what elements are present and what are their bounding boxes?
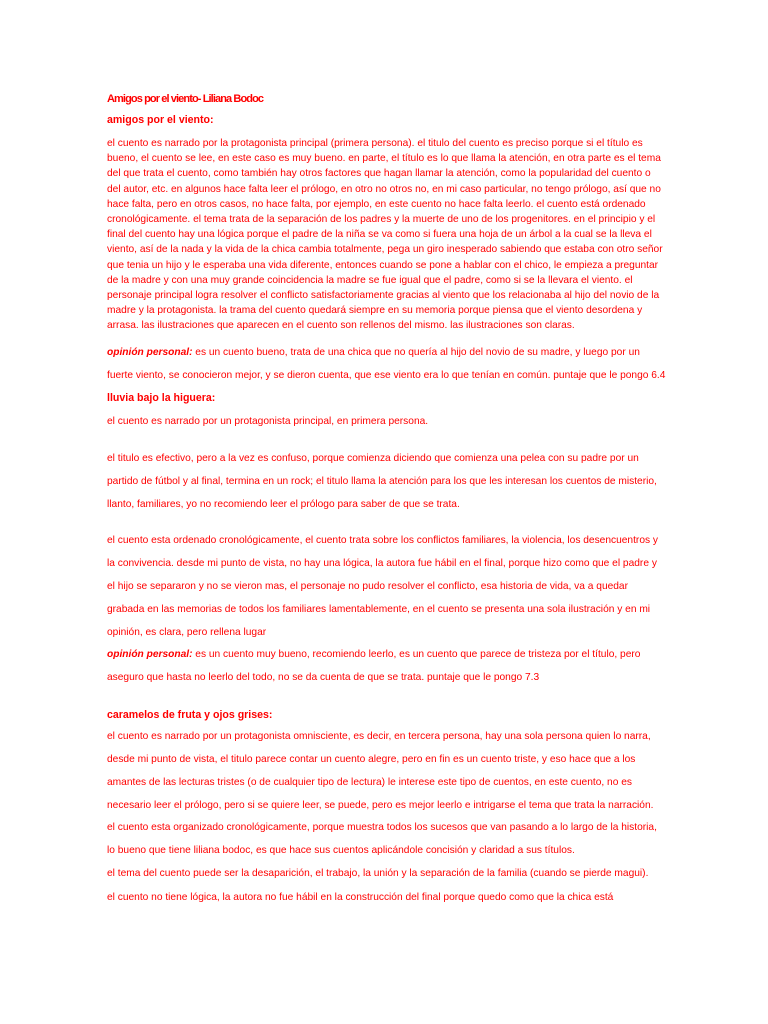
paragraph-lluvia-1: el cuento es narrado por un protagonista principal, en primera persona.	[107, 416, 429, 427]
opinion-label: opinión personal:	[107, 649, 193, 660]
paragraph-lluvia-3: el cuento esta ordenado cronológicamente, el cuento trata sobre los conflictos familiares, la violencia, los desencuentros y la convivencia. desde mi punto de vista, no hay una lógica, la autora fue hábil en el final, porque hizo como que el padre y el hijo se separaron y no se vieron mas, el personaje no pudo resolver el conflicto, esa historia de vida, va a quedar grabada en las memorias de todos los familiares lamentablemente, en el cuento se presenta una sola ilustración y en mi opinión, es clara, pero rellena lugar	[107, 535, 659, 638]
opinion-label: opinión personal:	[107, 347, 193, 358]
paragraph-amigos-body: el cuento es narrado por la protagonista principal (primera persona). el titulo del cuento es preciso porque si el título es bueno, el cuento se lee, en este caso es muy bueno. en parte, el título es lo que llama la atención, en otra parte es el tema del que trata el cuento, como también hay otros factores que hagan llamar la atención, como la popularidad del cuento o del autor, etc. en algunos hace falta leer el prólogo, en otro no otros no, en mi caso particular, no tengo prólogo, así que no hace falta, pero en otros casos, no hace falta, por ejemplo, en este cuento no hace falta leerlo. el cuento está ordenado cronológicamente. el tema trata de la separación de los padres y la muerte de uno de los progenitores. en el principio y el final del cuento hay una lógica porque el padre de la niña se va como si fuera una hoja de un árbol a la cual se la lleva el viento, así de la nada y la vida de la chica cambia totalmente, pega un giro inesperado sabiendo que estaba con otro señor que tenia un hijo y le esperaba una vida diferente, entonces cuando se pone a hablar con el chico, le empieza a preguntar de la madre y con una muy grande coincidencia la madre se fue igual que el padre, como si se la llevara el viento. el personaje principal logra resolver el conflicto satisfactoriamente gracias al viento que los relacionaba al hijo del novio de la madre y la protagonista. la trama del cuento quedará siempre en su memoria porque piensa que el viento desordena y arrasa. las ilustraciones que aparecen en el cuento son rellenos del mismo. las ilustraciones son claras.	[107, 138, 663, 332]
paragraph-caramelos-3: el tema del cuento puede ser la desaparición, el trabajo, la unión y la separación de la familia (cuando se pierde magui).	[107, 868, 649, 879]
paragraph-caramelos-4: el cuento no tiene lógica, la autora no fue hábil en la construcción del final porque quedo como que la chica está	[107, 892, 614, 903]
paragraph-amigos-opinion	[107, 341, 667, 387]
paragraph-caramelos-1: el cuento es narrado por un protagonista omnisciente, es decir, en tercera persona, hay una sola persona quien lo narra, desde mi punto de vista, el titulo parece contar un cuento alegre, pero en fin es un cuento triste, y eso hace que a los amantes de las lecturas tristes (o de cualquier tipo de lectura) le interese este tipo de cuentos, en este cuento, no es necesario leer el prólogo, pero si se quiere leer, se puede, pero es mejor leerlo e intrigarse el tema que trata la narración.	[107, 731, 654, 811]
section-heading-caramelos: caramelos de fruta y ojos grises:	[107, 709, 273, 721]
opinion-text: es un cuento muy bueno, recomiendo leerlo, es un cuento que parece de tristeza por el título, pero aseguro que hasta no leerlo del todo, no se da cuenta de que se trata. puntaje que le pongo 7.3	[107, 649, 641, 683]
paragraph-lluvia-2: el titulo es efectivo, pero a la vez es confuso, porque comienza diciendo que comienza una pelea con su padre por un partido de fútbol y al final, termina en un rock; el titulo llama la atención para los que les interesan los cuentos de misterio, llanto, familiares, yo no recomiendo leer el prólogo para saber de que se trata.	[107, 453, 657, 510]
paragraph-lluvia-opinion	[107, 643, 667, 689]
opinion-text: es un cuento bueno, trata de una chica que no quería al hijo del novio de su madre, y luego por un fuerte viento, se conocieron mejor, y se dieron cuenta, que ese viento era lo que tenían en común. puntaje que le pongo 6.4	[107, 347, 666, 381]
section-heading-amigos: amigos por el viento:	[107, 114, 214, 126]
paragraph-caramelos-2: el cuento esta organizado cronológicamente, porque muestra todos los sucesos que van pasando a lo largo de la historia, lo bueno que tiene liliana bodoc, es que hace sus cuentos aplicándole concisión y claridad a sus títulos.	[107, 822, 657, 856]
document-title: Amigos por el viento- Liliana Bodoc	[107, 93, 264, 105]
section-heading-lluvia: lluvia bajo la higuera:	[107, 392, 216, 404]
